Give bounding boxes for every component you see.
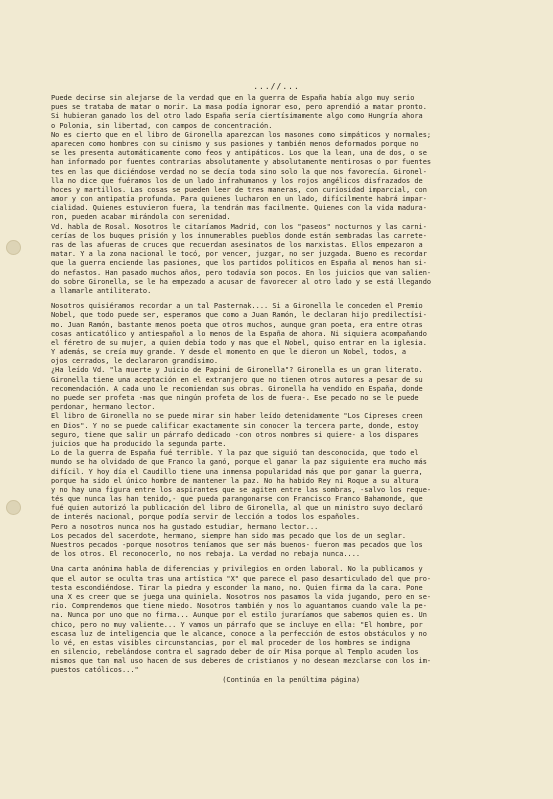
text-line: recomendación. A cada uno le recomiendan sus obras. Gironella ha vendido en España, donde: [51, 384, 423, 393]
text-line: lo vé, en estas visibles circunstancias, por el mal proceder de los hombres se indigna: [51, 638, 411, 647]
text-line: puestos católicos...": [51, 666, 139, 675]
text-line: el féretro de su mujer, a quien debía todo y mas que el Nobel, quiso entrar en la iglesia.: [51, 338, 427, 347]
text-line: mismos que tan mal uso hacen de sus deberes de cristianos y no desean mezclarse con los im-: [51, 657, 432, 666]
text-line: Nosotros quisiéramos recordar a un tal Pasternak.... Si a Gironella le conceden el Premio: [51, 302, 423, 311]
text-line: Vd. habla de Rosal. Nosotros le citaríamos Madrid, con los "paseos" nocturnos y las carni-: [51, 222, 427, 231]
text-line: chico, pero no muy valiente... Y vamos un párrafo que se incluye en ella: "El hombre, por: [51, 620, 423, 629]
paragraph: [51, 94, 519, 296]
text-line: do nefastos. Han pasado muchos años, pero todavía son pocos. En los juicios que van salien-: [51, 268, 432, 277]
text-line: mundo se ha olvidado de que Franco la ganó, porque el ganar la paz siguiente era mucho más: [51, 458, 427, 467]
text-line: pues se trataba de matar o morir. La masa podía ignorar eso, pero aprendió a matar pronto.: [51, 103, 427, 112]
article-body: [51, 94, 519, 685]
text-line: na. Nunca por uno que no firma... Aunque por el estilo juraríamos que sabemos quien es. Un: [51, 611, 427, 620]
text-line: Nuestros pecados -porque nosotros teníamos que ser más buenos- fueron mas pecados que los: [51, 541, 423, 549]
text-line: de los otros. El reconocerlo, no nos rebaja. La verdad no rebaja nunca....: [51, 550, 361, 559]
text-line: hoces y martillos. Las cosas se pueden leer de tres maneras, con curiosidad imparcial, con: [51, 185, 427, 194]
text-line: escasa luz de inteligencia que le alcance, conoce a la perfección de estos obstáculos y no: [51, 629, 427, 638]
text-line: han informado por fuentes contrarias absolutamente y absolutamente mentirosas o por fuentes: [51, 158, 432, 167]
text-line: amor y con antipatía profunda. Para quienes lucharon en un lado, difícilmente habrá impar-: [51, 195, 427, 204]
text-line: rio. Comprendemos que tiene miedo. Nosotros también y nos lo aguantamos cuando vale la pe-: [51, 602, 427, 611]
text-line: perdonar, hermano lector.: [51, 403, 156, 412]
text-line: en silencio, rebelándose contra el sagrado deber de oír Misa porque al Templo acuden los: [51, 648, 419, 657]
paragraph: [51, 302, 519, 559]
text-line: que el autor se oculta tras una artística "X" que parece el paso desarticulado del que pro-: [51, 574, 432, 583]
text-line: aparecen como hombres con su cinismo y sus pasiones y también menos deformados porque no: [51, 139, 419, 148]
text-line: no puede ser profeta -mas que ningún profeta de los de fuera-. Ese pecado no se le puede: [51, 394, 419, 402]
text-line: una X es creer que se juega una quiniela. Nosotros nos pasamos la vida jugando, pero en se-: [51, 592, 432, 601]
text-line: de interés nacional, porque podía servir de lección a todos los españoles.: [51, 513, 361, 522]
text-line: Nobel, que todo puede ser, esperamos que como a Juan Ramón, le declaran hijo predilectísi-: [51, 311, 427, 320]
text-line: difícil. Y hoy día el Caudillo tiene una inmensa popularidad más que por ganar la guerra,: [51, 467, 423, 476]
text-line: Gironella tiene una aceptación en el extranjero que no tienen otros autores a pesar de su: [51, 375, 423, 384]
text-line: y no hay una figura entre los aspirantes que se agiten entre las sombras, -salvo los reque-: [51, 485, 432, 494]
text-line: Si hubieran ganado los del otro lado España sería ciertísimamente algo como Hungría ahora: [51, 112, 423, 121]
text-line: Pero a nosotros nunca nos ha gustado estudiar, hermano lector...: [51, 522, 319, 531]
text-line: cialidad. Quienes estuvieron fuera, la tendrán mas facilmente. Quienes con la vida madura-: [51, 204, 427, 213]
text-line: Puede decirse sin alejarse de la verdad que en la guerra de España había algo muy serio: [51, 94, 415, 102]
text-line: o Polonia, sin libertad, con campos de concentración.: [51, 121, 273, 130]
text-line: ras de las afueras de cruces que recuerdan asesinatos de los marxistas. Ellos empezaron a: [51, 241, 423, 249]
text-line: porque ha sido el único hombre de mantener la paz. No ha habido Rey ni Roque a su altura: [51, 476, 419, 485]
text-line: ¿Ha leído Vd. "la muerte y Juicio de Papini de Gironella"? Gironella es un gran literato.: [51, 366, 423, 375]
text-line: mo. Juan Ramón, bastante menos poeta que otros muchos, aunque gran poeta, era entre otras: [51, 320, 423, 329]
text-line: lla no dice que fuéramos los de un lado infrahumanos y los rojos angélicos disfrazados de: [51, 176, 423, 185]
text-line: que la guerra enciende las pasiones, que los partidos políticos en España al menos han si-: [51, 259, 427, 268]
text-line: matar. Y a la zona nacional le tocó, por vencer, juzgar, no ser juzgada. Bueno es recordar: [51, 250, 427, 259]
paragraph: [51, 565, 519, 684]
text-line: (Continúa en la penúltima página): [51, 675, 361, 684]
text-line: No es cierto que en el libro de Gironella aparezcan los masones como simpáticos y normales;: [51, 130, 432, 139]
text-line: fué quien autorizó la publicación del libro de Gironella, al que un ministro suyo declaró: [51, 504, 423, 513]
text-line: se les presenta automáticamente como feos y antipáticos. Los que la lean, una de dos, o se: [51, 149, 427, 158]
text-line: tes en las que diciéndose verdad no se decía toda sino solo la que nos favorecía. Gironel-: [51, 167, 427, 176]
text-line: ron, pueden acabar mirándola con serenidad.: [51, 213, 231, 222]
text-line: testa escondiéndose. Tirar la piedra y esconder la mano, no. Quien firma da la cara. Pone: [51, 583, 423, 592]
text-line: cerías de los buques prisión y los innumerables pueblos donde están sembradas las carrete-: [51, 231, 427, 240]
text-line: ojos cerrados, le declararon grandísimo.: [51, 357, 219, 366]
text-line: Lo de la guerra de España fué terrible. Y la paz que siguió tan desconocida, que todo el: [51, 449, 419, 458]
text-line: Una carta anónima habla de diferencias y privilegios en orden laboral. No la publicamos y: [51, 565, 423, 574]
text-line: do sobre Gironella, se le ha empezado a acusar de favorecer al otro lado y se está llegando: [51, 277, 432, 286]
text-line: Los pecados del sacerdote, hermano, siempre han sido mas pecado que los de un seglar.: [51, 531, 407, 540]
punch-hole: [6, 240, 21, 255]
text-line: tés que nunca las han tenido,- que pueda parangonarse con Francisco Franco Bahamonde, que: [51, 495, 423, 504]
page-header-marker: ...//...: [253, 82, 300, 91]
text-line: juicios que ha producido la segunda parte.: [51, 439, 227, 448]
text-line: seguro, tiene que salir un párrafo dedicado -con otros nombres si quiere- a los dispares: [51, 430, 419, 439]
text-line: a llamarle antiliterato.: [51, 286, 152, 295]
punch-hole: [6, 500, 21, 515]
text-line: en Dios". Y no se puede calificar exactamente sin conocer la tercera parte, donde, estoy: [51, 421, 419, 430]
text-line: cosas anticatólico y antiespañol a lo menos de la España de ahora. Ni siquiera acompañando: [51, 329, 427, 338]
text-line: Y además, se creía muy grande. Y desde el momento en que le dieron un Nobel, todos, a: [51, 348, 407, 357]
text-line: El libro de Gironella no se puede mirar sin haber leído detenidamente "Los Cipreses creen: [51, 412, 423, 421]
